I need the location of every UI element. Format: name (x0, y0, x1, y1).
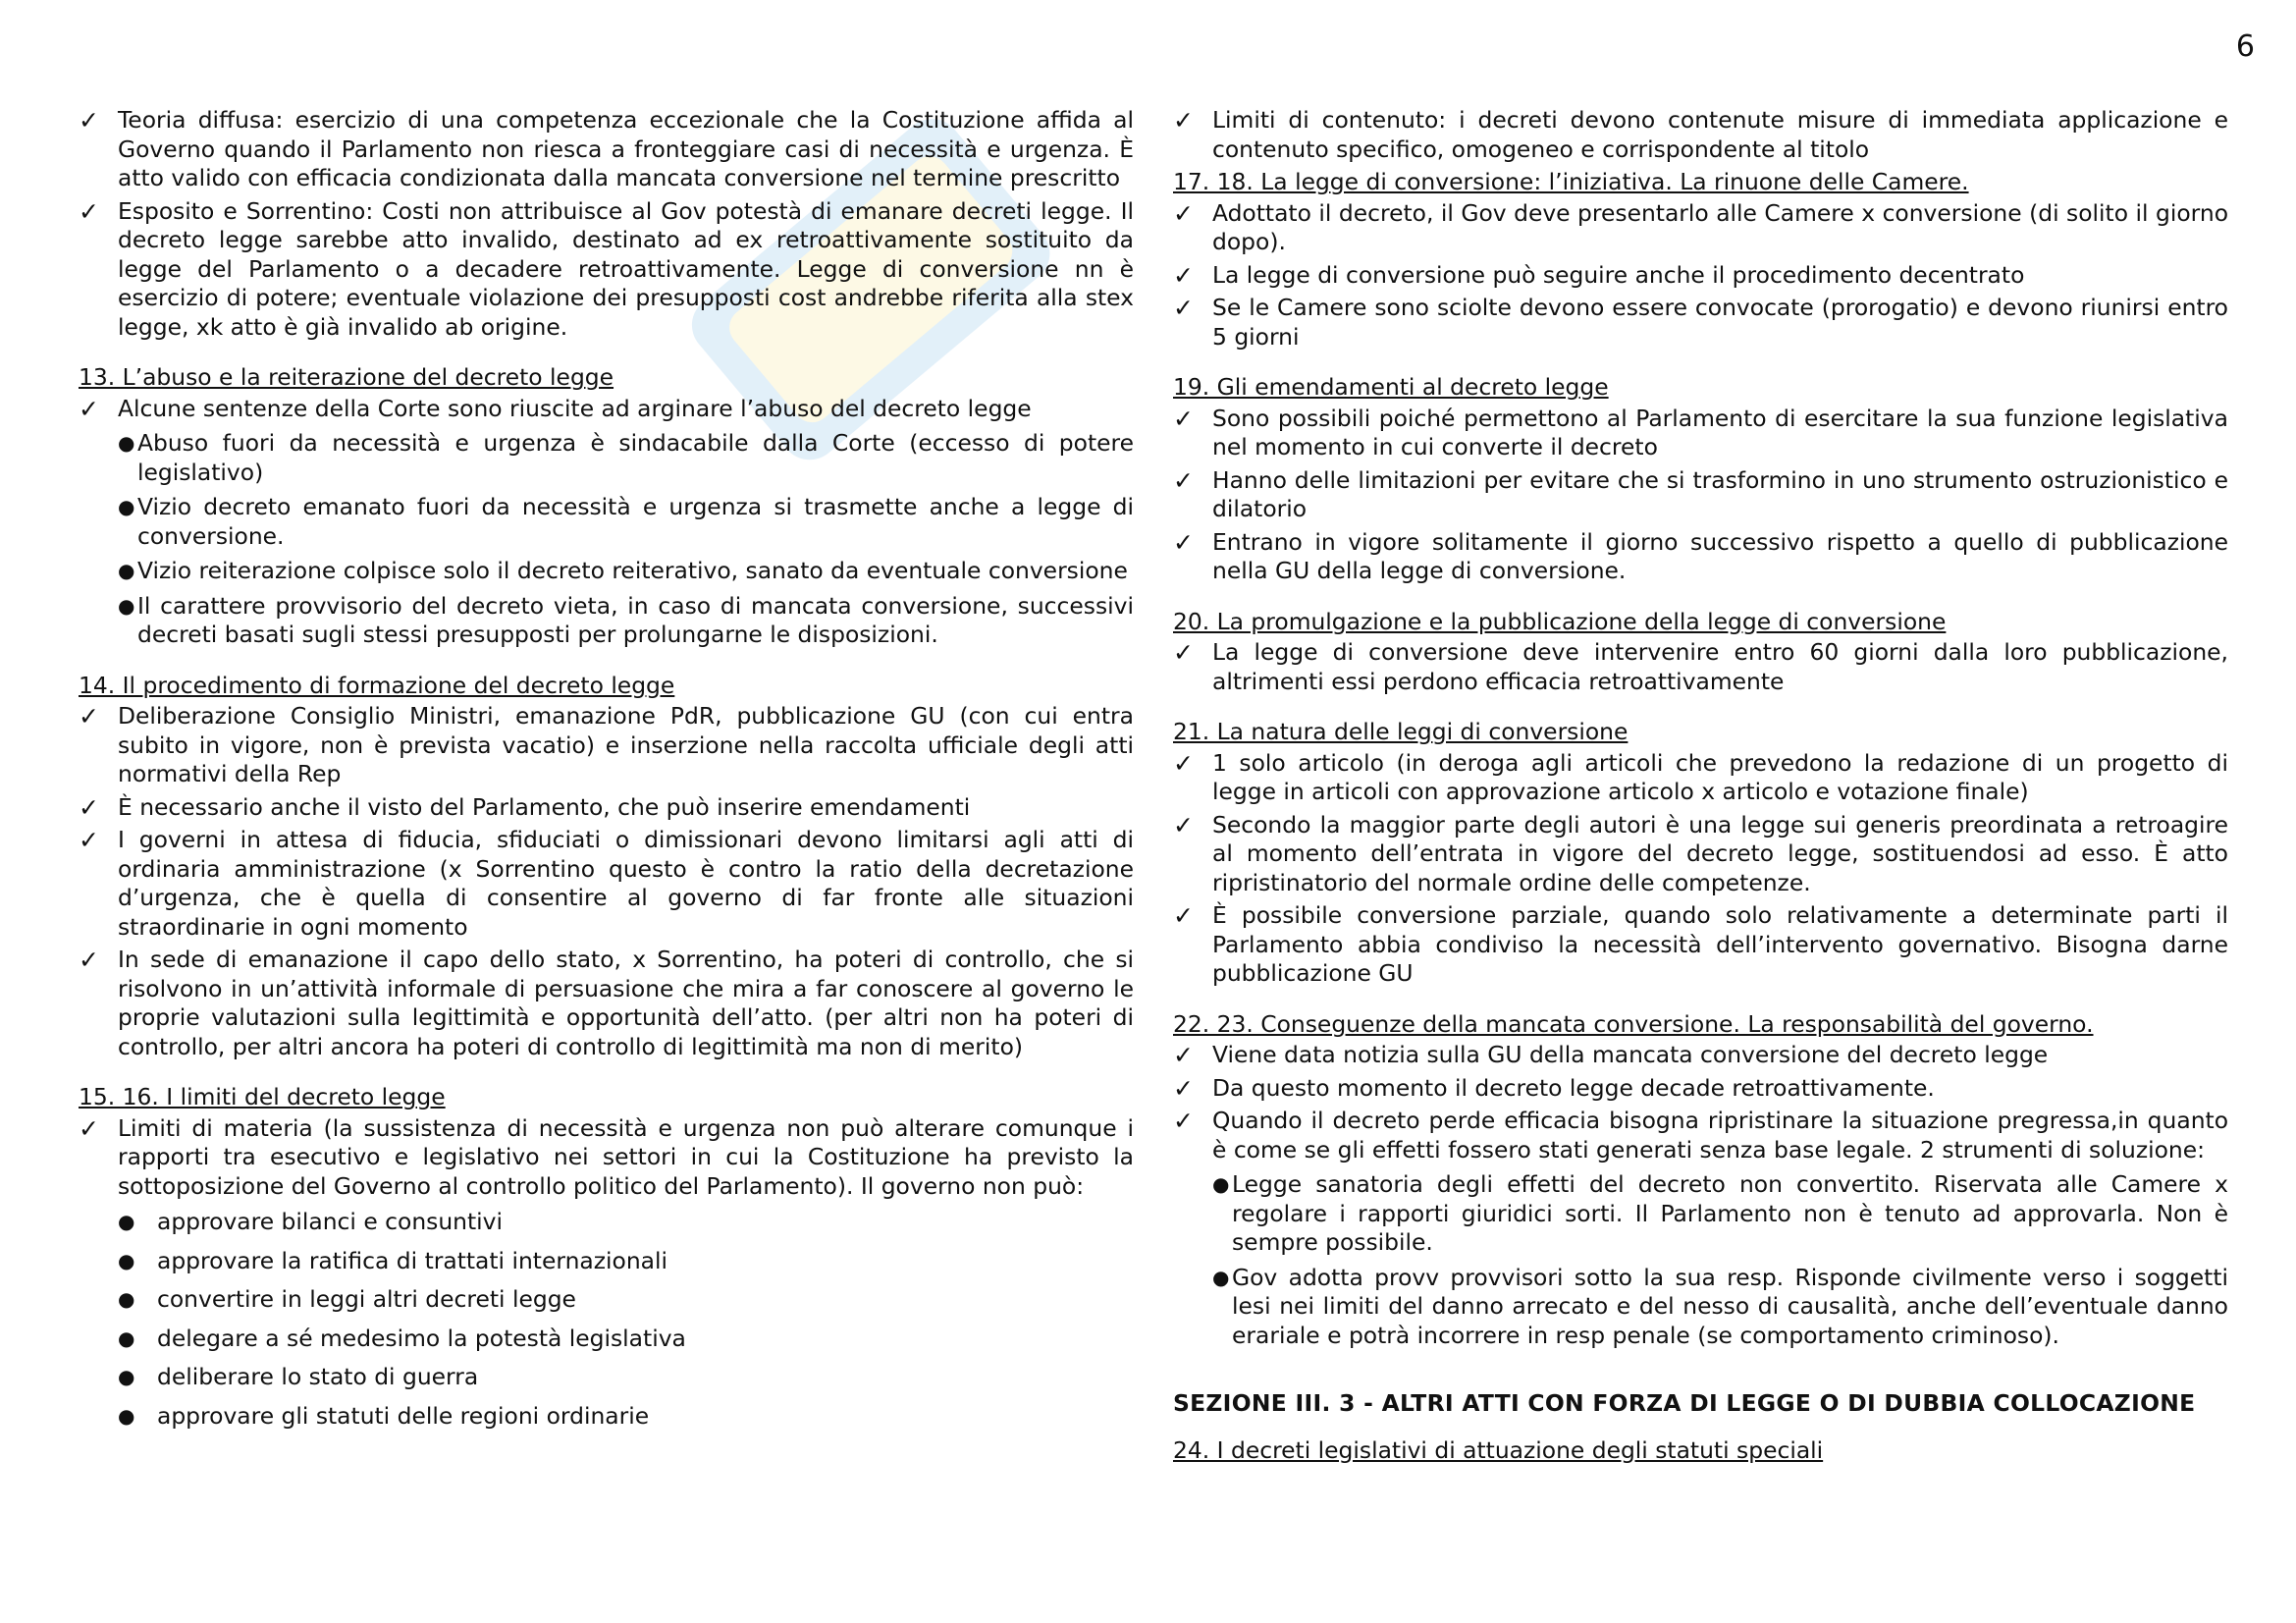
checkmark-icon: ✓ (1173, 198, 1194, 228)
checkmark-icon: ✓ (1173, 404, 1194, 433)
checkmark-icon: ✓ (79, 106, 99, 135)
list-item: ✓ Viene data notizia sulla GU della mancata conversione del decreto legge (1173, 1041, 2049, 1069)
list-item: ✓ 1 solo articolo (in deroga agli articoli che prevedono la redazione di un progetto di legge in articoli con approvazione articolo x articolo e votazione finale) (1173, 748, 2228, 805)
list-item: ✓ Sono possibili poiché permettono al Parlamento di esercitare la sua funzione legislativa nel momento in cui converte il decreto (1173, 404, 2228, 460)
checkmark-icon: ✓ (1173, 638, 1194, 667)
bullet-icon: ● (118, 1287, 135, 1311)
list-item: ✓ Alcune sentenze della Corte sono riuscite ad arginare l’abuso del decreto legge (79, 394, 1032, 423)
checkmark-icon: ✓ (1173, 527, 1194, 557)
bullet-icon: ● (118, 1365, 135, 1388)
bullet-icon: ● (1212, 1172, 1230, 1196)
bullet-item: ● approvare gli statuti delle regioni ordinarie (79, 1402, 1134, 1432)
bullet-item: ● approvare bilanci e consuntivi (79, 1208, 1134, 1237)
list-item: ✓ Secondo la maggior parte degli autori è una legge sui generis preordinata a retroagire al momento dell’entrata in vigore del decreto legge, sostituendosi ad esso. È atto ripristinatorio del normale ordine delle competenze. (1173, 810, 2228, 896)
bullet-icon: ● (118, 559, 135, 582)
left-column (79, 106, 1134, 1440)
section-heading: 17. 18. La legge di conversione: l’iniziativa. La rinuone delle Camere. (1173, 168, 1969, 195)
list-item: ✓ È necessario anche il visto del Parlamento, che può inserire emendamenti (79, 792, 971, 822)
bullet-item: ● approvare la ratifica di trattati internazionali (79, 1247, 1134, 1276)
section-heading: 21. La natura delle leggi di conversione (1173, 718, 1629, 745)
bullet-icon: ● (118, 1210, 135, 1233)
checkmark-icon: ✓ (1173, 748, 1194, 778)
section-heading: 22. 23. Conseguenze della mancata conversione. La responsabilità del governo. (1173, 1009, 2094, 1038)
list-item: ✓ La legge di conversione deve intervenire entro 60 giorni dalla loro pubblicazione, altrimenti essi perdono efficacia retroattivamente (1173, 638, 2228, 695)
checkmark-icon: ✓ (1173, 465, 1194, 495)
checkmark-icon: ✓ (1173, 810, 1194, 839)
checkmark-icon: ✓ (79, 702, 99, 730)
checkmark-icon: ✓ (1173, 1041, 1194, 1069)
list-item: ✓ Da questo momento il decreto legge decade retroattivamente. (1173, 1073, 1935, 1103)
section-heading: 24. I decreti legislativi di attuazione degli statuti speciali (1173, 1435, 1824, 1464)
section-heading: 19. Gli emendamenti al decreto legge (1173, 373, 1609, 401)
checkmark-icon: ✓ (79, 826, 99, 854)
bullet-icon: ● (118, 431, 135, 455)
checkmark-icon: ✓ (1173, 106, 1194, 135)
bullet-icon: ● (118, 1403, 135, 1428)
section-heading: 20. La promulgazione e la pubblicazione della legge di conversione (1173, 607, 1947, 635)
bullet-item: ● Abuso fuori da necessità e urgenza è sindacabile dalla Corte (eccesso di potere legislativo) (79, 429, 1134, 487)
section-title: SEZIONE III. 3 - ALTRI ATTI CON FORZA DI LEGGE O DI DUBBIA COLLOCAZIONE (1173, 1389, 2196, 1417)
list-item: ✓ Esposito e Sorrentino: Costi non attribuisce al Gov potestà di emanare decreti legge. Il decreto legge sarebbe atto invalido, destinato ad ex retroattivamente sostituito da legge del Parlamento o a decadere retroattivamente. Legge di conversione nn è esercizio di potere; eventuale violazione dei presupposti cost andrebbe riferita alla stex legge, xk atto è già invalido ab origine. (79, 196, 1134, 341)
checkmark-icon: ✓ (1173, 1073, 1194, 1103)
bullet-item: ● Vizio decreto emanato fuori da necessità e urgenza si trasmette anche a legge di conversione. (79, 493, 1134, 551)
bullet-icon: ● (118, 1325, 135, 1350)
section-heading: 13. L’abuso e la reiterazione del decreto legge (79, 363, 614, 391)
checkmark-icon: ✓ (1173, 901, 1194, 930)
section-heading: 15. 16. I limiti del decreto legge (79, 1083, 446, 1110)
list-item: ✓ La legge di conversione può seguire anche il procedimento decentrato (1173, 260, 2025, 290)
list-item: ✓ Entrano in vigore solitamente il giorno successivo rispetto a quello di pubblicazione nella GU della legge di conversione. (1173, 527, 2228, 584)
bullet-item: ● convertire in leggi altri decreti legge (79, 1285, 1134, 1315)
list-item: ✓ Adottato il decreto, il Gov deve presentarlo alle Camere x conversione (di solito il giorno dopo). (1173, 198, 2228, 255)
list-item: ✓ Teoria diffusa: esercizio di una competenza eccezionale che la Costituzione affida al Governo quando il Parlamento non riesca a fronteggiare casi di necessità e urgenza. È atto valido con efficacia condizionata dalla mancata conversione nel termine prescritto (79, 106, 1134, 191)
bullet-item: ● Gov adotta provv provvisori sotto la sua resp. Risponde civilmente verso i soggetti lesi nei limiti del danno arrecato e del nesso di causalità, anche dell’eventuale danno erariale e potrà incorrere in resp penale (se comportamento criminoso). (1173, 1264, 2228, 1351)
bullet-icon: ● (118, 1248, 135, 1272)
checkmark-icon: ✓ (79, 946, 99, 974)
bullet-item: ● Vizio reiterazione colpisce solo il decreto reiterativo, sanato da eventuale conversione (79, 557, 1134, 586)
list-item: ✓ Deliberazione Consiglio Ministri, emanazione PdR, pubblicazione GU (con cui entra subito in vigore, non è prevista vacatio) e inserzione nella raccolta ufficiale degli atti normativi della Rep (79, 702, 1134, 787)
checkmark-icon: ✓ (79, 792, 99, 822)
checkmark-icon: ✓ (1173, 260, 1194, 290)
page-number: 6 (2235, 29, 2255, 64)
list-item: ✓ Quando il decreto perde efficacia bisogna ripristinare la situazione pregressa,in quanto è come se gli effetti fossero stati generati senza base legale. 2 strumenti di soluzione: (1173, 1107, 2228, 1163)
bullet-item: ● Legge sanatoria degli effetti del decreto non convertito. Riservata alle Camere x regolare i rapporti giuridici sorti. Il Parlamento non è tenuto ad approvarla. Non è sempre possibile. (1173, 1170, 2228, 1258)
checkmark-icon: ✓ (79, 196, 99, 226)
bullet-icon: ● (1212, 1265, 1230, 1289)
checkmark-icon: ✓ (79, 1113, 99, 1143)
checkmark-icon: ✓ (1173, 294, 1194, 322)
bullet-icon: ● (118, 593, 135, 618)
list-item: ✓ Limiti di contenuto: i decreti devono contenute misure di immediata applicazione e contenuto specifico, omogeneo e corrispondente al titolo (1173, 106, 2228, 163)
bullet-item: ● Il carattere provvisorio del decreto vieta, in caso di mancata conversione, successivi decreti basati sugli stessi presupposti per prolungarne le disposizioni. (79, 592, 1134, 650)
right-column (1173, 106, 2228, 1467)
section-heading: 14. Il procedimento di formazione del decreto legge (79, 671, 675, 699)
list-item: ✓ In sede di emanazione il capo dello stato, x Sorrentino, ha poteri di controllo, che si risolvono in un’attività informale di persuasione che mira a far conoscere al governo le proprie valutazioni sulla legittimità e opportunità dell’atto. (per altri non ha poteri di controllo, per altri ancora ha poteri di controllo di legittimità ma non di merito) (79, 946, 1134, 1060)
bullet-icon: ● (118, 495, 135, 518)
list-item: ✓ Limiti di materia (la sussistenza di necessità e urgenza non può alterare comunque i rapporti tra esecutivo e legislativo nei settori in cui la Costituzione ha previsto la sottoposizione del Governo al controllo politico del Parlamento). Il governo non può: (79, 1113, 1134, 1200)
list-item: ✓ Hanno delle limitazioni per evitare che si trasformino in uno strumento ostruzionistico e dilatorio (1173, 465, 2228, 522)
list-item: ✓ È possibile conversione parziale, quando solo relativamente a determinate parti il Parlamento abbia condiviso la necessità dell’intervento governativo. Bisogna darne pubblicazione GU (1173, 901, 2228, 987)
list-item: ✓ Se le Camere sono sciolte devono essere convocate (prorogatio) e devono riunirsi entro 5 giorni (1173, 294, 2228, 351)
checkmark-icon: ✓ (1173, 1107, 1194, 1135)
bullet-item: ● delegare a sé medesimo la potestà legislativa (79, 1325, 1134, 1354)
bullet-item: ● deliberare lo stato di guerra (79, 1363, 1134, 1392)
checkmark-icon: ✓ (79, 394, 99, 423)
list-item: ✓ I governi in attesa di fiducia, sfiduciati o dimissionari devono limitarsi agli atti di ordinaria amministrazione (x Sorrentino questo è contro la ratio della decretazione d’urgenza, che è quella di consentire al governo di far fronte alle situazioni straordinarie in ogni momento (79, 826, 1134, 941)
